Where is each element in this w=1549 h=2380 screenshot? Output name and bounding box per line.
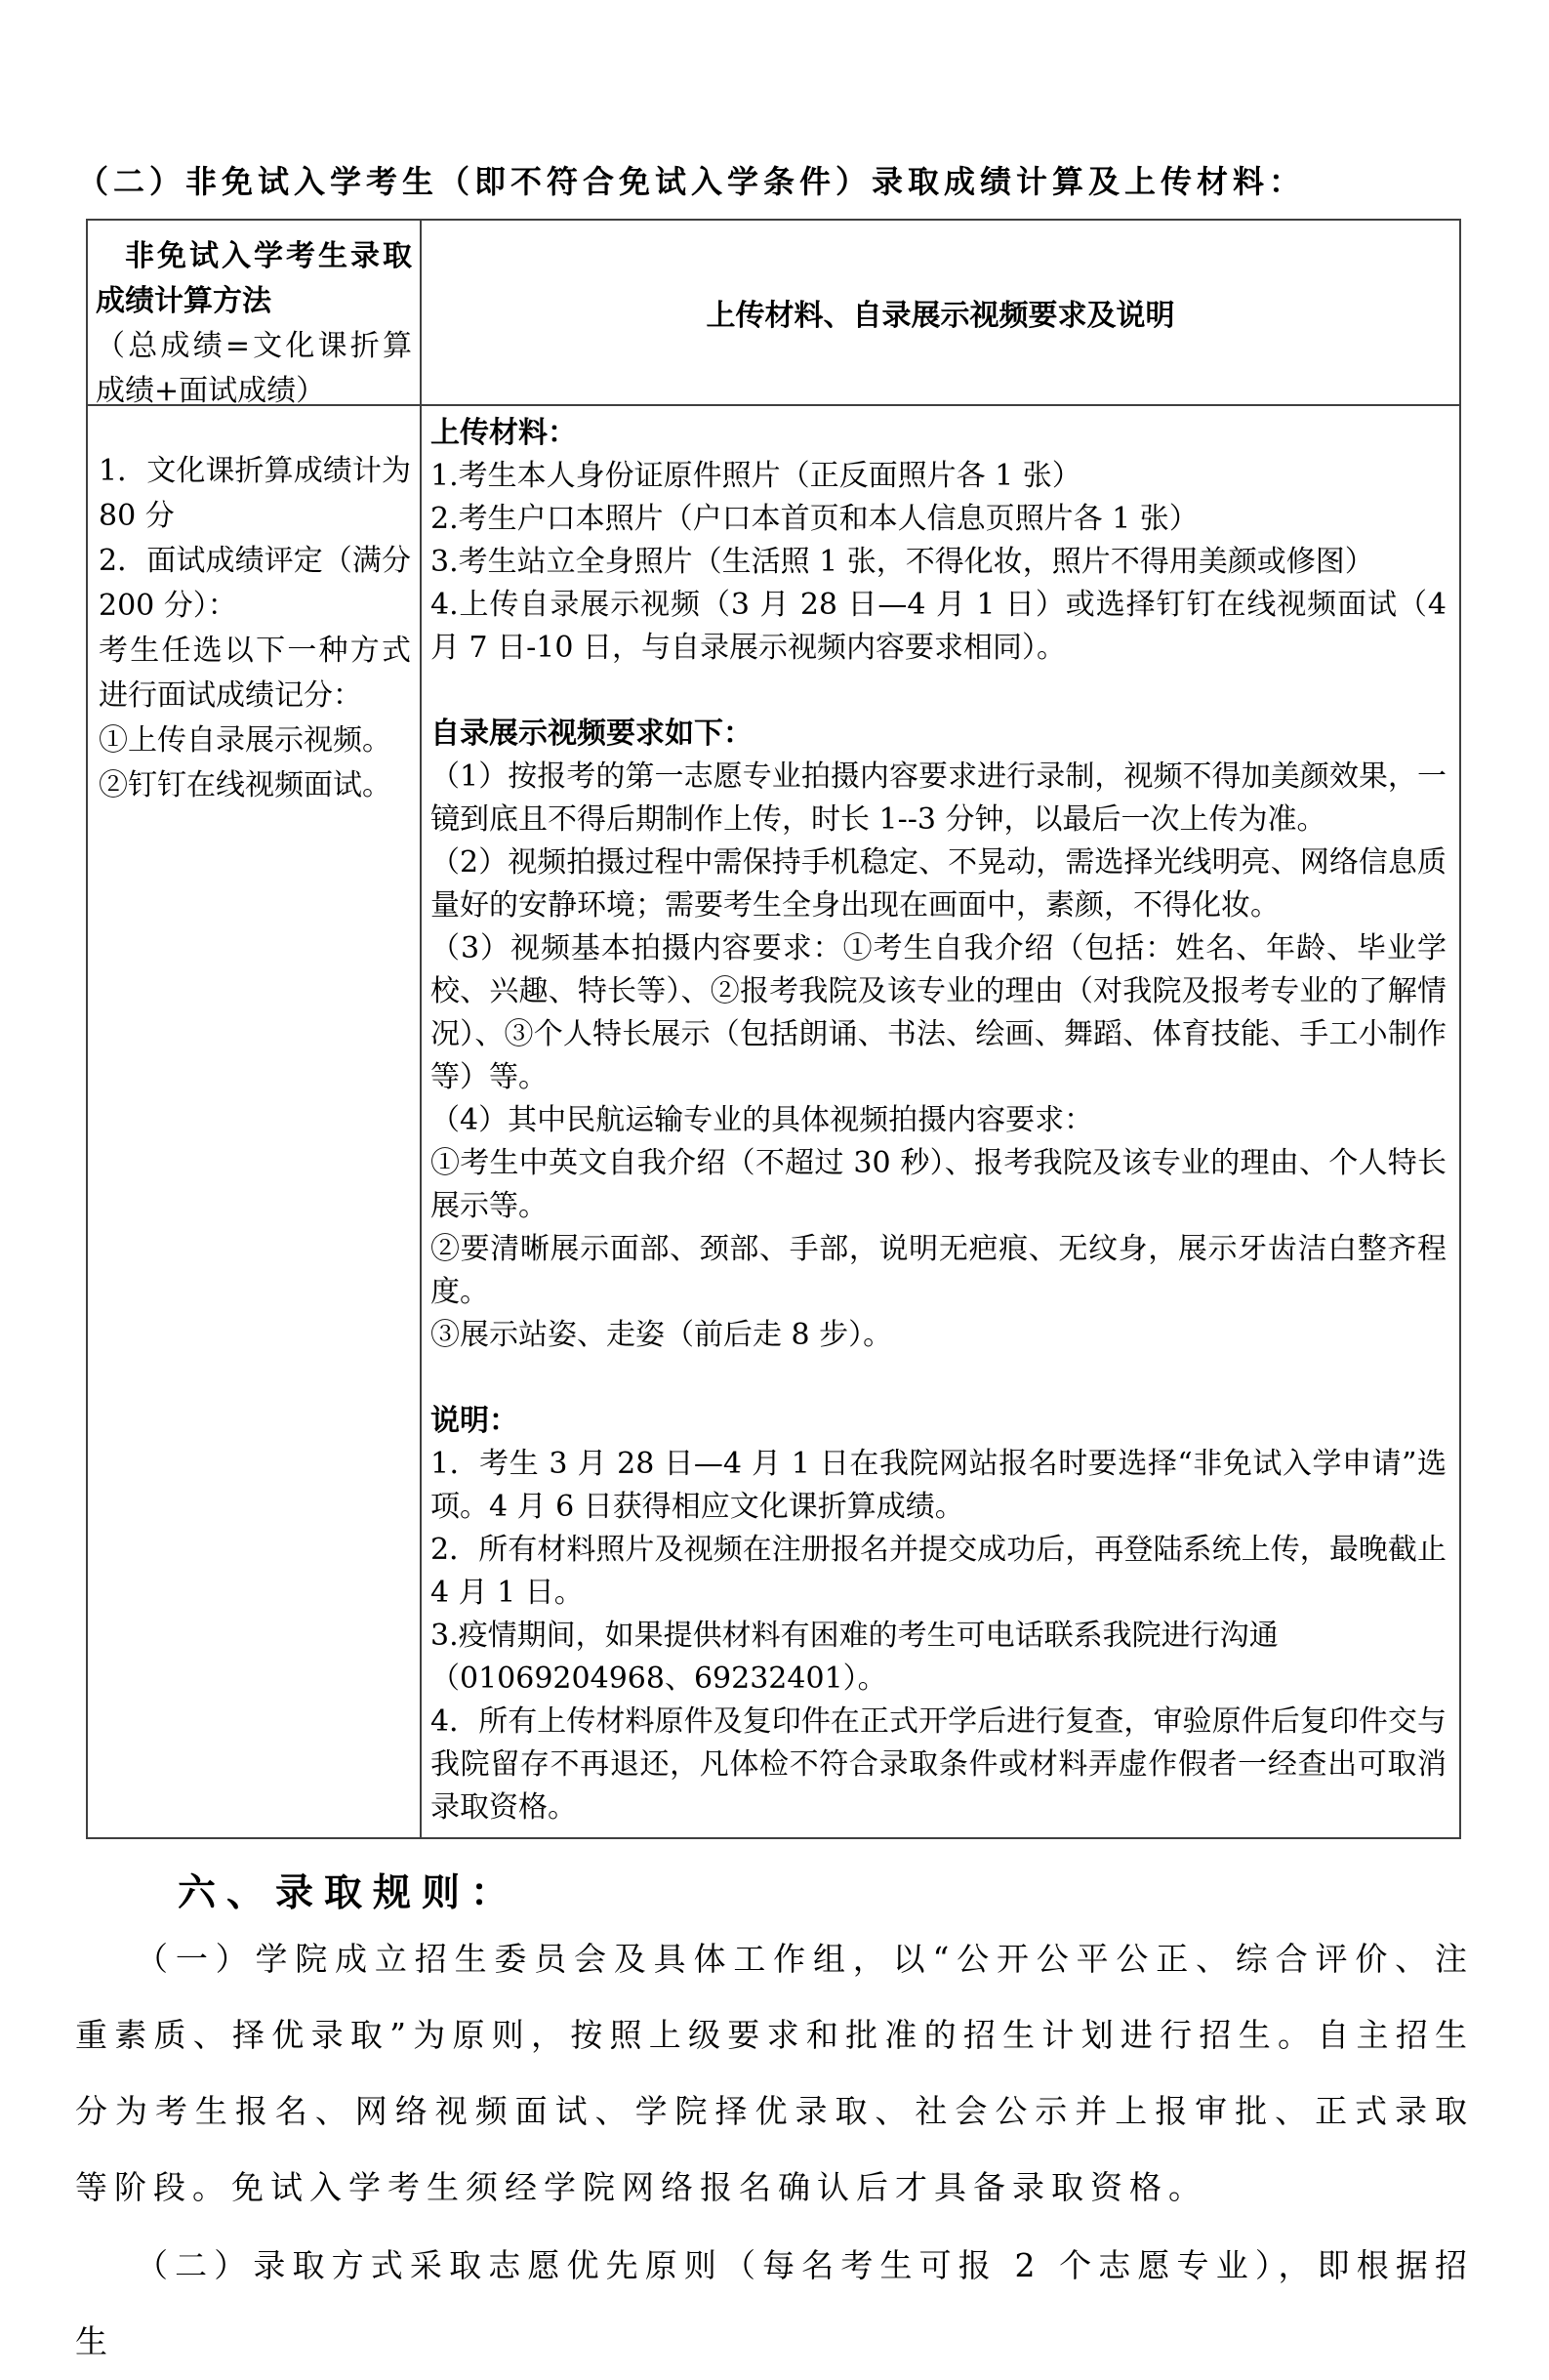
rules-paragraph-1: （一）学院成立招生委员会及具体工作组，以“公开公平公正、综合评价、注重素质、择优录取”为原则，按照上级要求和批准的招生计划进行招生。自主招生分为考生报名、网络视频面试、学院择优录取、社会公示并上报审批、正式录取等阶段。免试入学考生须经学院网络报名确认后才具备录取资格。 xyxy=(75,1940,1474,2206)
score-method-line: 1．文化课折算成绩计为 80 分 xyxy=(99,454,411,533)
video-requirement-item: （4）其中民航运输专业的具体视频拍摄内容要求： xyxy=(430,1103,1094,1137)
note-item: 3.疫情期间，如果提供材料有困难的考生可电话联系我院进行沟通 xyxy=(430,1619,1279,1653)
note-item: （01069204968、69232401）。 xyxy=(430,1662,887,1696)
note-item: 1．考生 3 月 28 日—4 月 1 日在我院网站报名时要选择“非免试入学申请”选项。4 月 6 日获得相应文化课折算成绩。 xyxy=(430,1447,1447,1524)
video-requirement-item: ①考生中英文自我介绍（不超过 30 秒）、报考我院及该专业的理由、个人特长展示等。 xyxy=(430,1146,1447,1223)
video-requirement-item: ②要清晰展示面部、颈部、手部，说明无疤痕、无纹身，展示牙齿洁白整齐程度。 xyxy=(430,1232,1447,1309)
materials-table xyxy=(86,219,1461,1839)
section-6-heading: 六、录取规则： xyxy=(178,1871,520,1915)
notes-subtitle: 说明： xyxy=(430,1404,518,1438)
score-method-line: 考生任选以下一种方式进行面试成绩记分： xyxy=(99,634,411,713)
video-requirement-item: （3）视频基本拍摄内容要求：①考生自我介绍（包括：姓名、年龄、毕业学校、兴趣、特长等）、②报考我院及该专业的理由（对我院及报考专业的了解情况）、③个人特长展示（包括朗诵、书法、绘画、舞蹈、体育技能、手工小制作等）等。 xyxy=(430,931,1447,1094)
note-item: 2．所有材料照片及视频在注册报名并提交成功后，再登陆系统上传，最晚截止 4 月 1 日。 xyxy=(430,1533,1447,1610)
table-header-upload-requirements xyxy=(422,221,1459,406)
blank-line xyxy=(430,1357,1447,1400)
upload-item: 4.上传自录展示视频（3 月 28 日—4 月 1 日）或选择钉钉在线视频面试（4 月 7 日-10 日，与自录展示视频内容要求相同）。 xyxy=(430,588,1447,665)
section-2-heading: （二）非免试入学考生（即不符合免试入学条件）录取成绩计算及上传材料： xyxy=(77,163,1306,200)
table-header-score-method xyxy=(88,221,422,406)
score-method-formula: （总成绩=文化课折算成绩+面试成绩） xyxy=(96,329,412,408)
score-method-line: ②钉钉在线视频面试。 xyxy=(99,768,391,802)
score-method-line: ①上传自录展示视频。 xyxy=(99,723,391,758)
upload-item: 2.考生户口本照片（户口本首页和本人信息页照片各 1 张） xyxy=(430,502,1199,536)
upload-materials-subtitle: 上传材料： xyxy=(430,416,577,450)
video-requirements-subtitle: 自录展示视频要求如下： xyxy=(430,717,753,751)
upload-requirements-title: 上传材料、自录展示视频要求及说明 xyxy=(706,299,1175,333)
video-requirement-item: （1）按报考的第一志愿专业拍摄内容要求进行录制，视频不得加美颜效果，一镜到底且不得后期制作上传，时长 1--3 分钟，以最后一次上传为准。 xyxy=(430,759,1447,837)
score-method-line: 2．面试成绩评定（满分 200 分）： xyxy=(99,544,411,623)
video-requirement-item: ③展示站姿、走姿（前后走 8 步）。 xyxy=(430,1318,893,1352)
upload-item: 1.考生本人身份证原件照片（正反面照片各 1 张） xyxy=(430,459,1081,493)
video-requirement-item: （2）视频拍摄过程中需保持手机稳定、不晃动，需选择光线明亮、网络信息质量好的安静环境；需要考生全身出现在画面中，素颜，不得化妆。 xyxy=(430,845,1447,923)
upload-item: 3.考生站立全身照片（生活照 1 张，不得化妆，照片不得用美颜或修图） xyxy=(430,545,1374,579)
note-item: 4．所有上传材料原件及复印件在正式开学后进行复查，审验原件后复印件交与我院留存不再退还，凡体检不符合录取条件或材料弄虚作假者一经查出可取消录取资格。 xyxy=(430,1704,1447,1825)
score-method-title: 非免试入学考生录取成绩计算方法 xyxy=(96,239,412,318)
table-body-upload-requirements xyxy=(422,406,1459,1837)
rules-paragraph-2: （二）录取方式采取志愿优先原则（每名考生可报 2 个志愿专业），即根据招生 xyxy=(75,2246,1474,2360)
table-body-score-method xyxy=(88,406,422,1837)
blank-line xyxy=(430,670,1447,713)
